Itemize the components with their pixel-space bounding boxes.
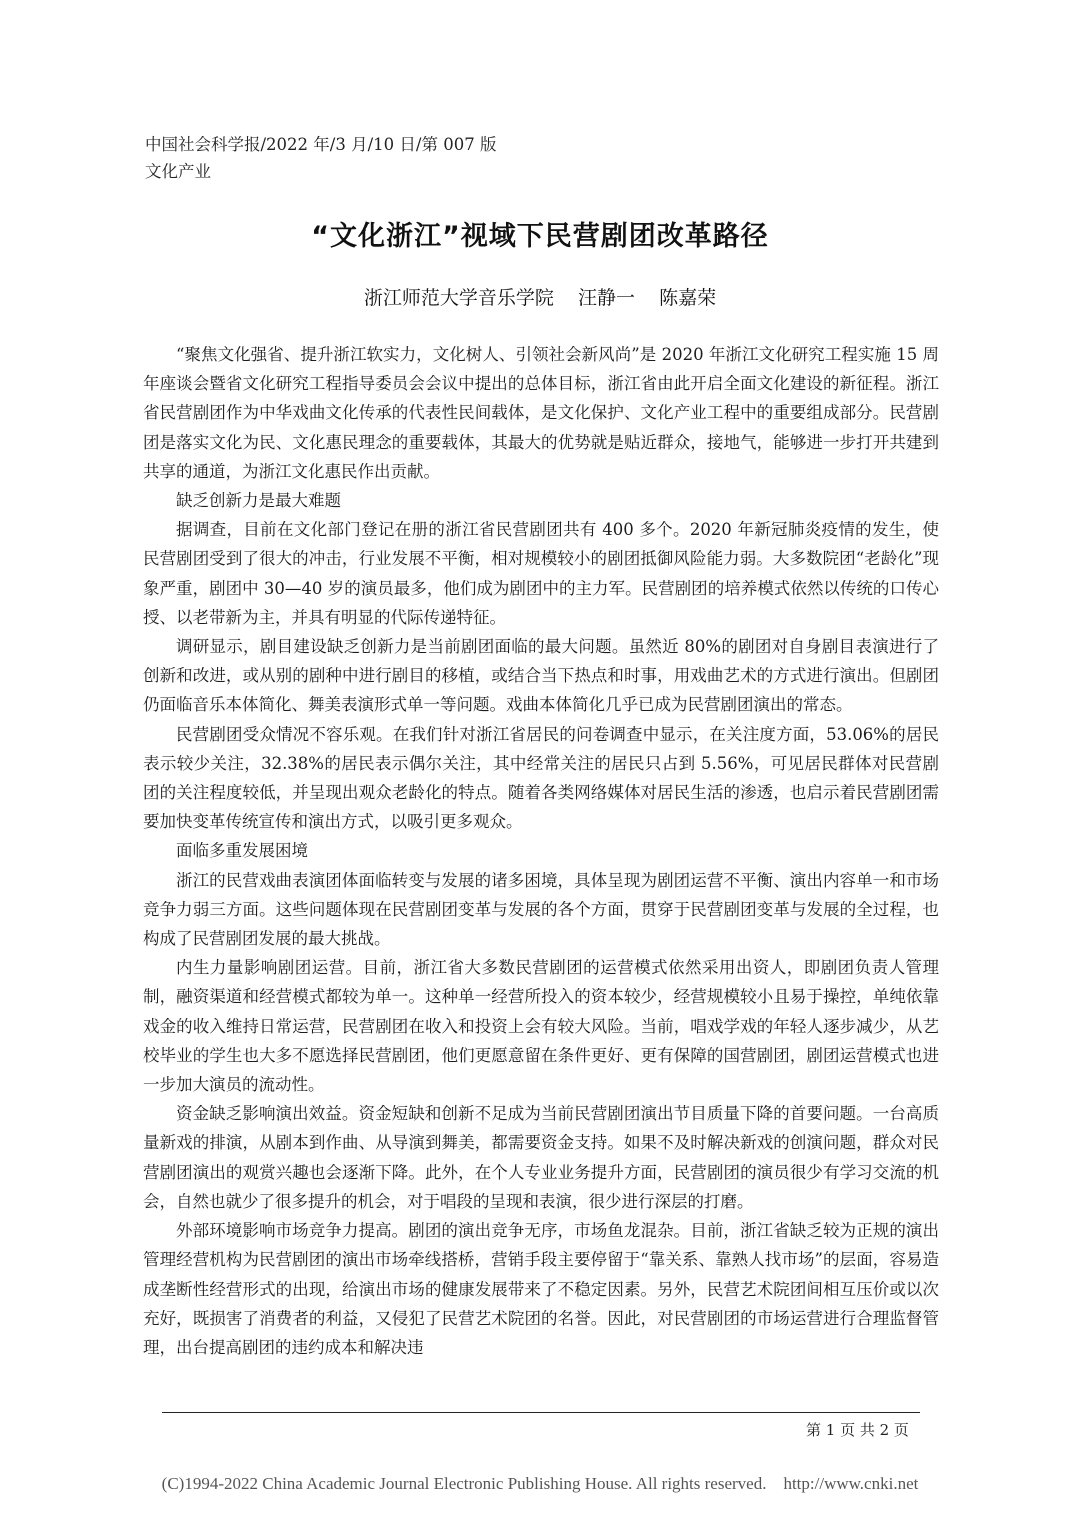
page-number: 第 1 页 共 2 页 <box>806 1421 909 1439</box>
paragraph: 调研显示，剧目建设缺乏创新力是当前剧团面临的最大问题。虽然近 80%的剧团对自身剧目表演进行了创新和改进，或从别的剧种中进行剧目的移植，或结合当下热点和时事，用戏曲艺术的方式进行演出。但剧团仍面临音乐本体简化、舞美表演形式单一等问题。戏曲本体简化几乎已成为民营剧团演出的常态。 <box>143 637 939 715</box>
section-heading: 面临多重发展困境 <box>176 841 308 861</box>
article-body <box>143 340 939 1362</box>
paragraph: 内生力量影响剧团运营。目前，浙江省大多数民营剧团的运营模式依然采用出资人，即剧团负责人管理制，融资渠道和经营模式都较为单一。这种单一经营所投入的资本较少，经营规模较小且易于操控，单纯依靠戏金的收入维持日常运营，民营剧团在收入和投资上会有较大风险。当前，唱戏学戏的年轻人逐步减少，从艺校毕业的学生也大多不愿选择民营剧团，他们更愿意留在条件更好、更有保障的国营剧团，剧团运营模式也进一步加大演员的流动性。 <box>143 958 939 1095</box>
paragraph: 据调查，目前在文化部门登记在册的浙江省民营剧团共有 400 多个。2020 年新冠肺炎疫情的发生，使民营剧团受到了很大的冲击，行业发展不平衡，相对规模较小的剧团抵御风险能力弱。大多数院团“老龄化”现象严重，剧团中 30—40 岁的演员最多，他们成为剧团中的主力军。民营剧团的培养模式依然以传统的口传心授、以老带新为主，并具有明显的代际传递特征。 <box>143 520 939 627</box>
section-label: 文化产业 <box>145 162 211 181</box>
footer-rule <box>162 1412 920 1413</box>
copyright-notice: (C)1994-2022 China Academic Journal Electronic Publishing House. All rights reserved. http://www.cnki.net <box>161 1474 919 1493</box>
article-title: “文化浙江”视域下民营剧团改革路径 <box>311 221 769 252</box>
paragraph: 资金缺乏影响演出效益。资金短缺和创新不足成为当前民营剧团演出节目质量下降的首要问题。一台高质量新戏的排演，从剧本到作曲、从导演到舞美，都需要资金支持。如果不及时解决新戏的创演问题，群众对民营剧团演出的观赏兴趣也会逐渐下降。此外，在个人专业业务提升方面，民营剧团的演员很少有学习交流的机会，自然也就少了很多提升的机会，对于唱段的呈现和表演，很少进行深层的打磨。 <box>143 1104 939 1211</box>
paragraph: 民营剧团受众情况不容乐观。在我们针对浙江省居民的问卷调查中显示，在关注度方面，53.06%的居民表示较少关注，32.38%的居民表示偶尔关注，其中经常关注的居民只占到 5.56%，可见居民群体对民营剧团的关注程度较低，并呈现出观众老龄化的特点。随着各类网络媒体对居民生活的渗透，也启示着民营剧团需要加快变革传统宣传和演出方式，以吸引更多观众。 <box>143 724 939 832</box>
article-byline: 浙江师范大学音乐学院 汪静一 陈嘉荣 <box>363 287 717 309</box>
source-citation: 中国社会科学报/2022 年/3 月/10 日/第 007 版 <box>145 135 497 154</box>
section-heading: 缺乏创新力是最大难题 <box>176 491 341 511</box>
paragraph: 浙江的民营戏曲表演团体面临转变与发展的诸多困境，具体呈现为剧团运营不平衡、演出内容单一和市场竞争力弱三方面。这些问题体现在民营剧团变革与发展的各个方面，贯穿于民营剧团变革与发展的全过程，也构成了民营剧团发展的最大挑战。 <box>143 870 939 949</box>
paragraph: “聚焦文化强省、提升浙江软实力，文化树人、引领社会新风尚”是 2020 年浙江文化研究工程实施 15 周年座谈会暨省文化研究工程指导委员会会议中提出的总体目标，浙江省由此开启全面文化建设的新征程。浙江省民营剧团作为中华戏曲文化传承的代表性民间载体，是文化保护、文化产业工程中的重要组成部分。民营剧团是落实文化为民、文化惠民理念的重要载体，其最大的优势就是贴近群众，接地气，能够进一步打开共建到共享的通道，为浙江文化惠民作出贡献。 <box>143 345 939 481</box>
paragraph: 外部环境影响市场竞争力提高。剧团的演出竞争无序，市场鱼龙混杂。目前，浙江省缺乏较为正规的演出管理经营机构为民营剧团的演出市场牵线搭桥，营销手段主要停留于“靠关系、靠熟人找市场”的层面，容易造成垄断性经营形式的出现，给演出市场的健康发展带来了不稳定因素。另外，民营艺术院团间相互压价或以次充好，既损害了消费者的利益，又侵犯了民营艺术院团的名誉。因此，对民营剧团的市场运营进行合理监督管理，出台提高剧团的违约成本和解决违 <box>143 1221 939 1357</box>
